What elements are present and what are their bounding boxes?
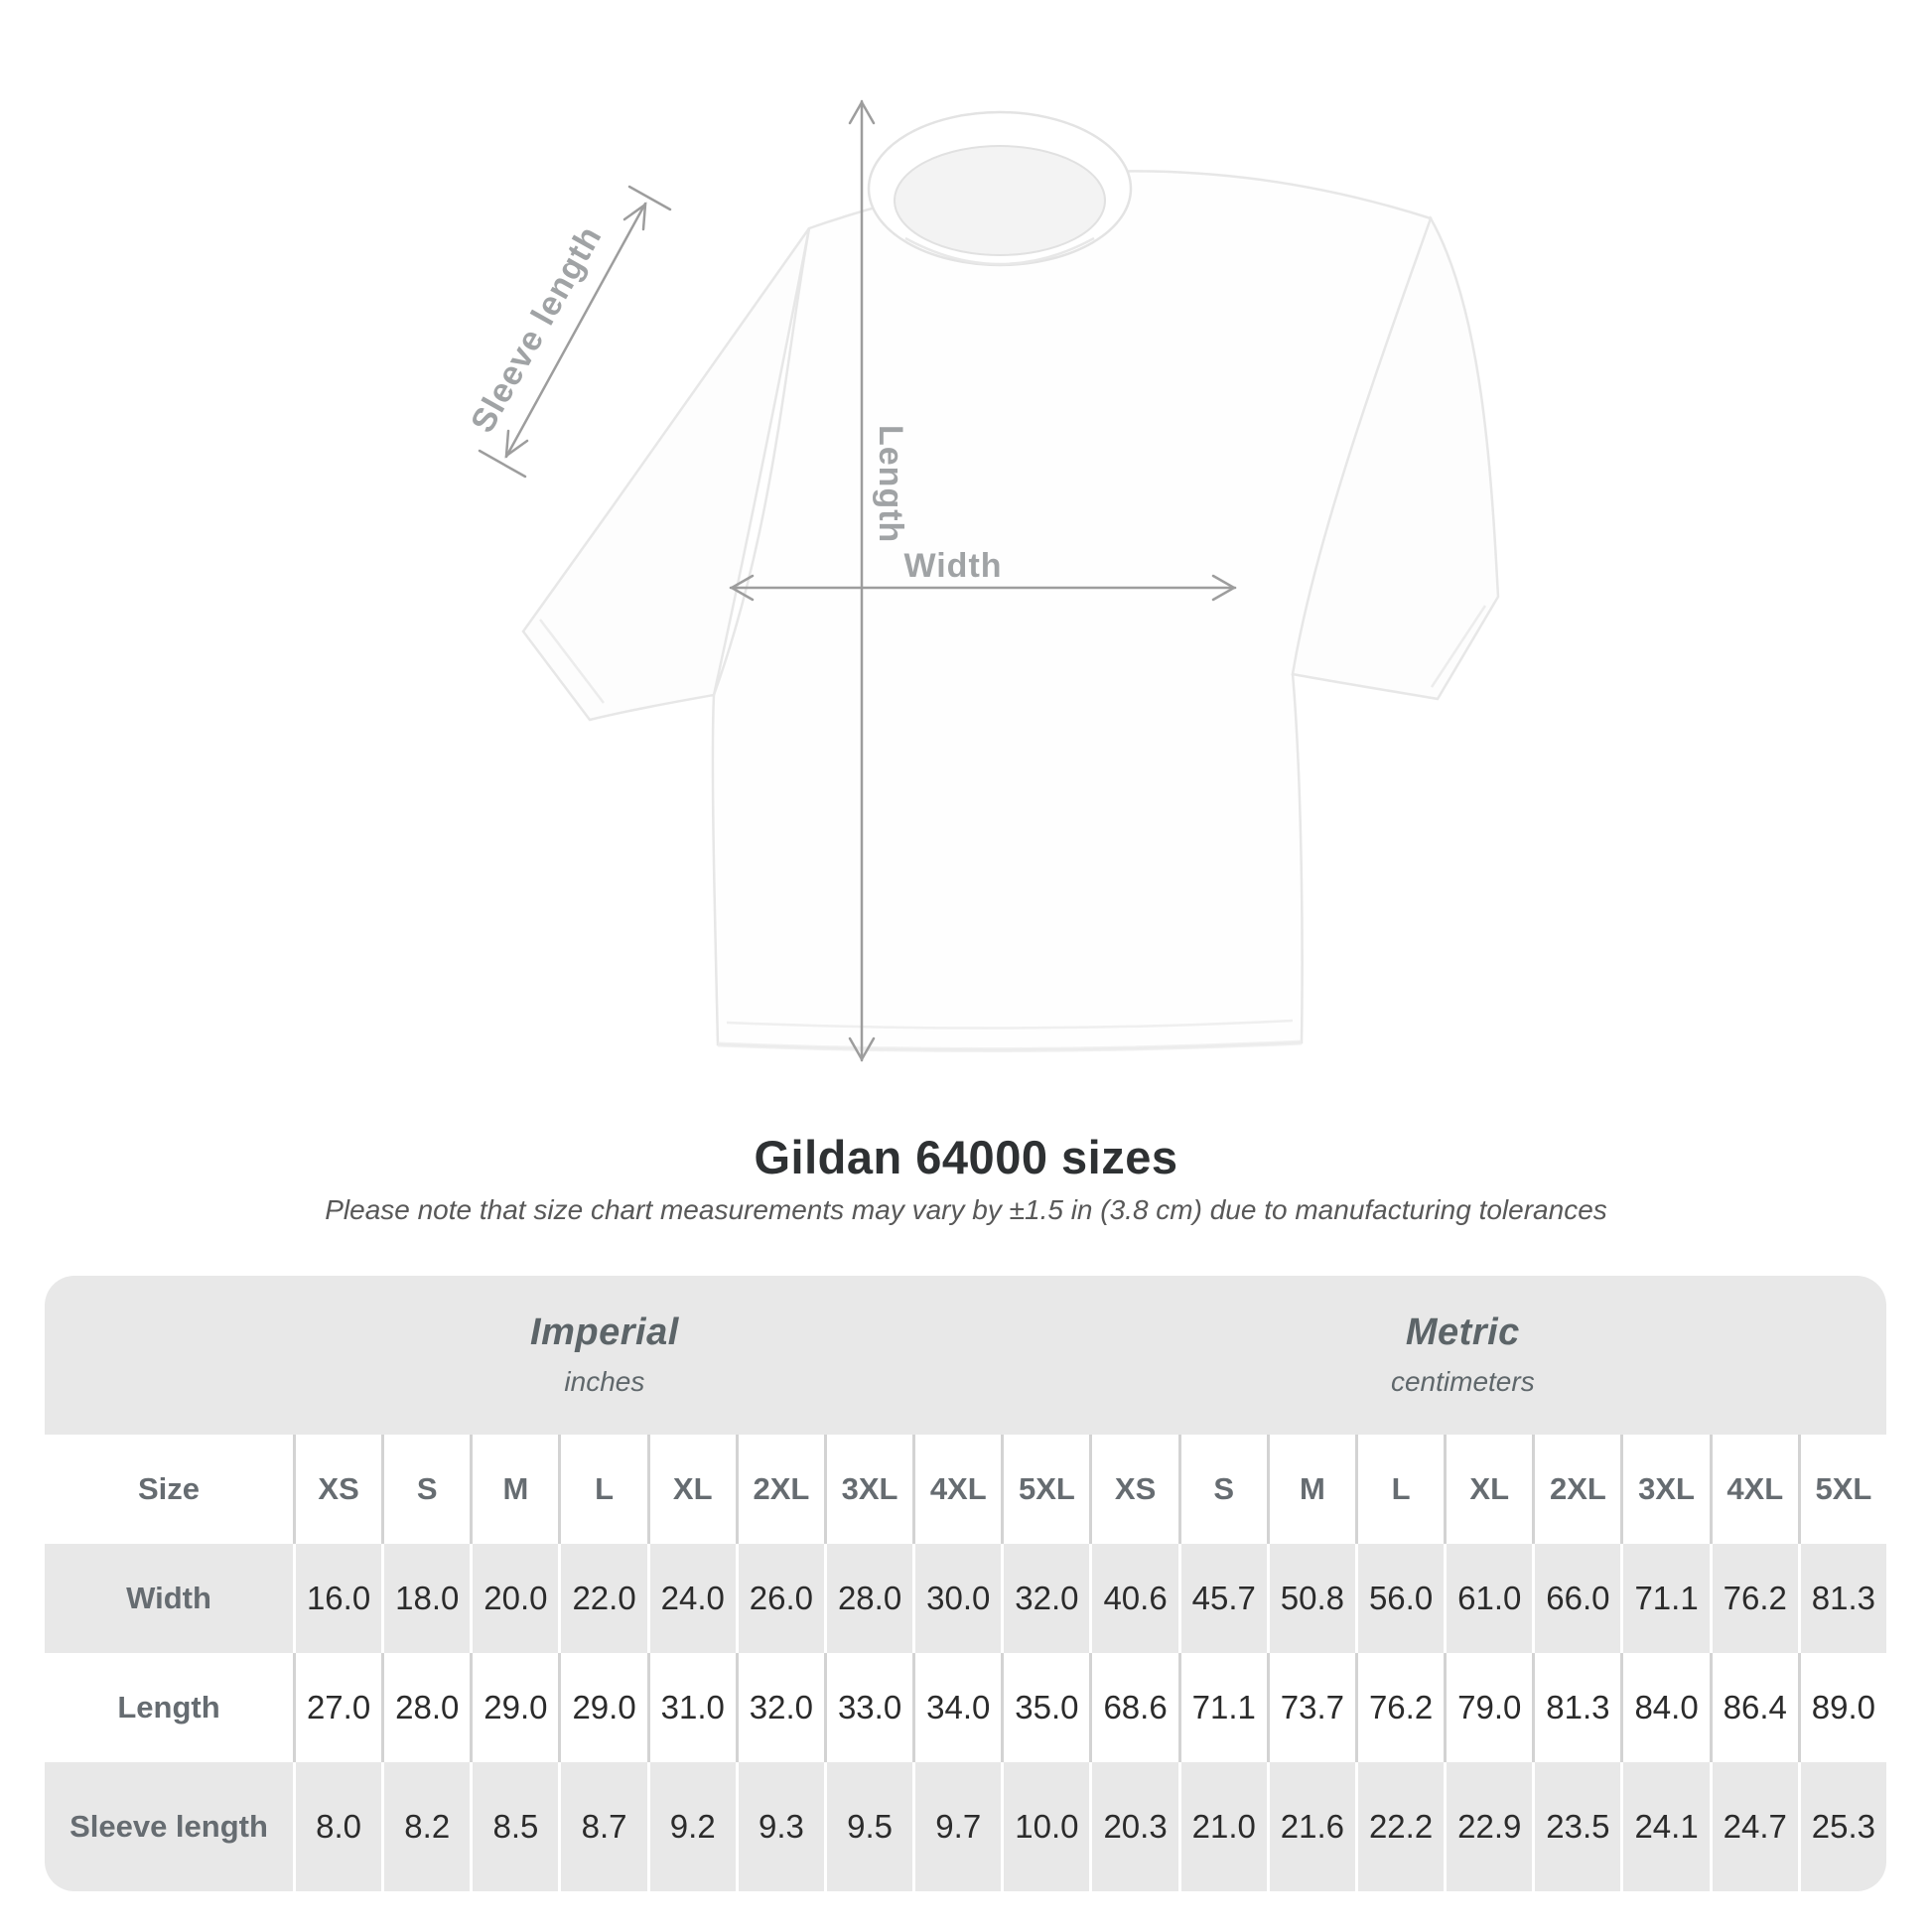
measurement-cell-imperial: 27.0: [293, 1653, 381, 1762]
measurement-cell-metric: 89.0: [1798, 1653, 1886, 1762]
measurement-cell-metric: 24.1: [1620, 1762, 1709, 1891]
size-header-metric-m: M: [1267, 1435, 1355, 1544]
measurement-cell-imperial: 9.2: [647, 1762, 736, 1891]
width-label: Width: [903, 547, 1003, 585]
measurement-cell-metric: 86.4: [1710, 1653, 1798, 1762]
measurement-cell-metric: 40.6: [1089, 1544, 1177, 1653]
size-header-imperial-3xl: 3XL: [824, 1435, 912, 1544]
page-title: Gildan 64000 sizes: [754, 1131, 1178, 1183]
measurement-cell-imperial: 33.0: [824, 1653, 912, 1762]
measurement-cell-metric: 24.7: [1710, 1762, 1798, 1891]
measurement-cell-imperial: 9.3: [736, 1762, 824, 1891]
measurement-cell-metric: 84.0: [1620, 1653, 1709, 1762]
imperial-section-header: [530, 1311, 679, 1398]
measurement-cell-metric: 23.5: [1532, 1762, 1620, 1891]
unit-header-band: [45, 1276, 1886, 1435]
measurement-cell-imperial: 32.0: [1001, 1544, 1089, 1653]
measurement-cell-imperial: 29.0: [558, 1653, 646, 1762]
measurement-cell-imperial: 26.0: [736, 1544, 824, 1653]
collar-opening: [895, 146, 1105, 255]
size-header-metric-5xl: 5XL: [1798, 1435, 1886, 1544]
measurement-cell-imperial: 9.7: [912, 1762, 1001, 1891]
measurement-cell-metric: 73.7: [1267, 1653, 1355, 1762]
metric-unit: centimeters: [1390, 1366, 1535, 1397]
measurement-cell-imperial: 16.0: [293, 1544, 381, 1653]
size-header-imperial-l: L: [558, 1435, 646, 1544]
size-header-metric-l: L: [1355, 1435, 1444, 1544]
measurement-cell-metric: 71.1: [1178, 1653, 1267, 1762]
measurement-cell-metric: 61.0: [1444, 1544, 1532, 1653]
measurement-cell-imperial: 8.5: [470, 1762, 558, 1891]
size-header-imperial-xs: XS: [293, 1435, 381, 1544]
row-label: Length: [45, 1653, 293, 1762]
metric-section-header: [1391, 1311, 1535, 1398]
measurement-cell-imperial: 10.0: [1001, 1762, 1089, 1891]
size-table-panel: [45, 1276, 1886, 1891]
size-header-metric-s: S: [1178, 1435, 1267, 1544]
measurement-cell-metric: 22.9: [1444, 1762, 1532, 1891]
size-column-header: Size: [45, 1435, 293, 1544]
measurement-cell-imperial: 8.2: [381, 1762, 470, 1891]
tolerance-note: Please note that size chart measurements may vary by ±1.5 in (3.8 cm) due to manufacturing tolerances: [325, 1194, 1607, 1225]
measurement-cell-imperial: 20.0: [470, 1544, 558, 1653]
size-header-imperial-s: S: [381, 1435, 470, 1544]
measurement-cell-imperial: 8.7: [558, 1762, 646, 1891]
measurement-cell-metric: 25.3: [1798, 1762, 1886, 1891]
sleeve-length-label: Sleeve length: [464, 219, 610, 440]
metric-title: Metric: [1405, 1311, 1520, 1353]
measurement-cell-metric: 20.3: [1089, 1762, 1177, 1891]
measurement-cell-metric: 81.3: [1532, 1653, 1620, 1762]
measurement-cell-imperial: 29.0: [470, 1653, 558, 1762]
size-table-grid: [45, 1435, 1886, 1891]
size-header-metric-xl: XL: [1444, 1435, 1532, 1544]
measurement-cell-metric: 68.6: [1089, 1653, 1177, 1762]
imperial-title: Imperial: [530, 1311, 679, 1353]
measurement-cell-metric: 21.6: [1267, 1762, 1355, 1891]
tshirt-diagram: [417, 60, 1509, 1112]
row-label: Sleeve length: [69, 1809, 268, 1844]
measurement-cell-metric: 79.0: [1444, 1653, 1532, 1762]
measurement-cell-imperial: 31.0: [647, 1653, 736, 1762]
measurement-cell-imperial: 8.0: [293, 1762, 381, 1891]
size-header-imperial-m: M: [470, 1435, 558, 1544]
length-label: Length: [872, 425, 909, 544]
measurement-cell-imperial: 34.0: [912, 1653, 1001, 1762]
measurement-cell-metric: 45.7: [1178, 1544, 1267, 1653]
measurement-cell-metric: 56.0: [1355, 1544, 1444, 1653]
row-label: Width: [126, 1581, 211, 1615]
measurement-cell-metric: 76.2: [1355, 1653, 1444, 1762]
measurement-cell-metric: 76.2: [1710, 1544, 1798, 1653]
size-header-metric-2xl: 2XL: [1532, 1435, 1620, 1544]
imperial-unit: inches: [564, 1366, 645, 1397]
measurement-cell-imperial: 22.0: [558, 1544, 646, 1653]
measurement-cell-imperial: 30.0: [912, 1544, 1001, 1653]
measurement-cell-imperial: 28.0: [824, 1544, 912, 1653]
size-header-imperial-2xl: 2XL: [736, 1435, 824, 1544]
measurement-cell-metric: 50.8: [1267, 1544, 1355, 1653]
size-header-imperial-5xl: 5XL: [1001, 1435, 1089, 1544]
measurement-cell-imperial: 28.0: [381, 1653, 470, 1762]
measurement-cell-imperial: 9.5: [824, 1762, 912, 1891]
size-header-imperial-xl: XL: [647, 1435, 736, 1544]
measurement-cell-imperial: 24.0: [647, 1544, 736, 1653]
size-header-metric-3xl: 3XL: [1620, 1435, 1709, 1544]
measurement-cell-metric: 22.2: [1355, 1762, 1444, 1891]
measurement-cell-metric: 21.0: [1178, 1762, 1267, 1891]
size-header-metric-4xl: 4XL: [1710, 1435, 1798, 1544]
measurement-cell-imperial: 32.0: [736, 1653, 824, 1762]
size-header-metric-xs: XS: [1089, 1435, 1177, 1544]
measurement-cell-metric: 71.1: [1620, 1544, 1709, 1653]
size-header-imperial-4xl: 4XL: [912, 1435, 1001, 1544]
measurement-cell-imperial: 18.0: [381, 1544, 470, 1653]
measurement-cell-metric: 81.3: [1798, 1544, 1886, 1653]
measurement-cell-metric: 66.0: [1532, 1544, 1620, 1653]
measurement-cell-imperial: 35.0: [1001, 1653, 1089, 1762]
